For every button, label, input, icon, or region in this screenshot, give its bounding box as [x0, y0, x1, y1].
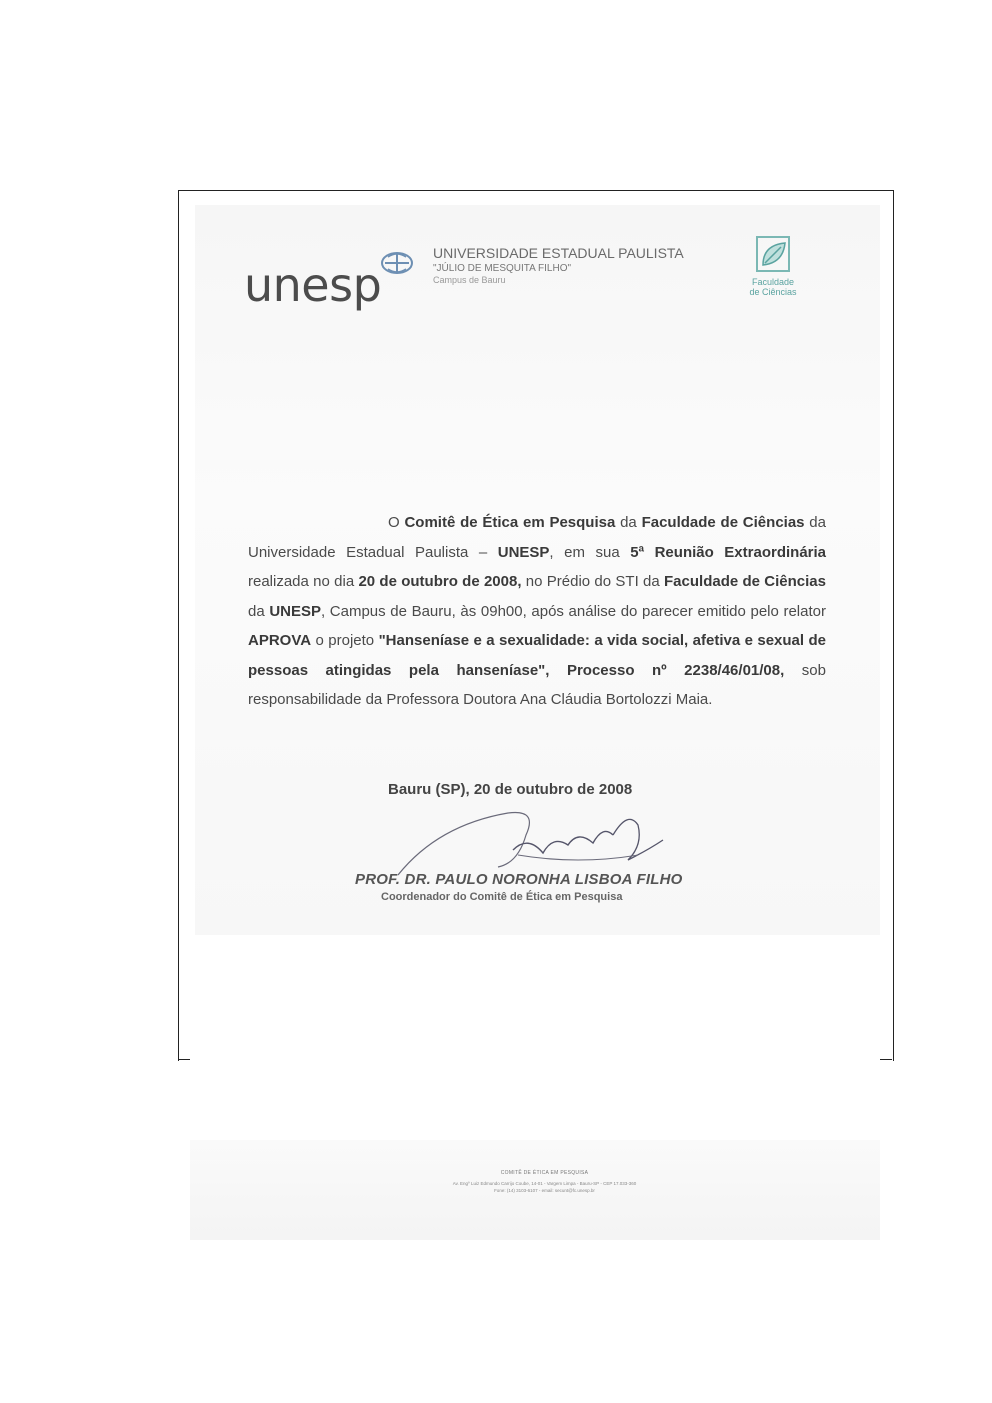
unesp-emblem-icon [379, 247, 415, 279]
footer-address: Av. Engº Luiz Edmundo Carrijo Coube, 14-01 - Vargem Limpa - Bauru-SP - CEP 17.033-360 [452, 1181, 637, 1186]
university-header [433, 245, 684, 286]
text-run-bold: Faculdade de Ciências [664, 573, 826, 590]
campus-name: Campus de Bauru [433, 275, 506, 285]
faculty-leaf-icon [755, 235, 791, 273]
text-run: O [388, 514, 405, 531]
footer-contact: Fone: (14) 3103-6107 - email: secunt@fc.unesp.br [494, 1188, 595, 1193]
university-name: UNIVERSIDADE ESTADUAL PAULISTA [433, 245, 684, 261]
text-run-bold: UNESP [269, 602, 321, 620]
text-run-bold: UNESP [497, 543, 550, 561]
text-run-bold: "Hanseníase e a sexualidade: a vida social, afetiva e sexual de pessoas atingidas pela hanseníase", Processo nº 2238/46/01/08, [248, 632, 827, 679]
text-run: , Campus de Bauru, às 09h00, após análise do parecer emitido pelo relator [321, 602, 826, 620]
signer-name: PROF. DR. PAULO NORONHA LISBOA FILHO [355, 871, 683, 888]
text-run: , em sua [549, 543, 631, 561]
university-subtitle: "JÚLIO DE MESQUITA FILHO" [433, 262, 572, 274]
footer-title: COMITÊ DE ÉTICA EM PESQUISA [500, 1170, 589, 1176]
text-run-bold: Comitê de Ética em Pesquisa [404, 514, 616, 531]
text-run: sob responsabilidade da Professora Doutora Ana Cláudia Bortolozzi Maia. [248, 661, 826, 708]
text-run: da [615, 514, 642, 531]
text-run: o projeto [311, 632, 379, 649]
faculty-logo [739, 235, 807, 298]
unesp-logo: unesp [244, 258, 382, 312]
text-run: realizada no dia [248, 573, 359, 590]
text-run: no Prédio do STI da [521, 573, 665, 590]
footer [372, 1170, 717, 1193]
text-run-bold: 20 de outubro de 2008, [358, 573, 522, 590]
text-run-bold: Faculdade de Ciências [641, 514, 805, 531]
signer-role: Coordenador do Comitê de Ética em Pesquisa [381, 891, 623, 903]
date-line: Bauru (SP), 20 de outubro de 2008 [388, 781, 633, 798]
approval-paragraph [248, 508, 826, 715]
text-run-bold: APROVA [248, 632, 312, 649]
faculty-label-line1: Faculdade [751, 277, 795, 287]
text-run-bold: 5ª Reunião Extraordinária [630, 543, 827, 561]
text-run: da [248, 602, 270, 620]
faculty-label-line2: de Ciências [749, 286, 797, 297]
text-run: da Universidade Estadual Paulista – [248, 514, 826, 561]
